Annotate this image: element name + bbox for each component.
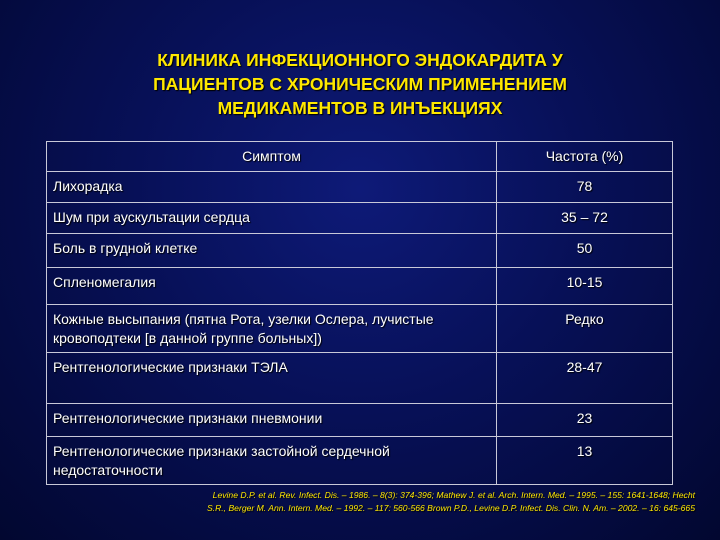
reference-line-2: S.R., Berger M. Ann. Intern. Med. – 1992. – 117: 560-566 Brown P.D., Levine D.P. Infect. Dis. Clin. N. Am. – 2002. – 16: 645-665 <box>206 503 695 513</box>
symptom-cell: Рентгенологические признаки застойной сердечной недостаточности <box>47 437 497 485</box>
table-row <box>47 305 673 353</box>
frequency-cell: 50 <box>497 234 673 268</box>
symptom-cell: Шум при аускультации сердца <box>47 203 497 234</box>
symptom-cell: Боль в грудной клетке <box>47 234 497 268</box>
table-row <box>47 234 673 268</box>
frequency-cell: Редко <box>497 305 673 353</box>
frequency-cell: 28-47 <box>497 353 673 404</box>
symptom-cell: Лихорадка <box>47 172 497 203</box>
references-footnote <box>150 489 695 515</box>
table-row <box>47 404 673 437</box>
symptom-frequency-table <box>46 141 673 485</box>
table-header-row <box>47 142 673 172</box>
column-header-frequency: Частота (%) <box>497 142 673 172</box>
table-row <box>47 172 673 203</box>
symptom-cell: Спленомегалия <box>47 268 497 305</box>
reference-line-1: Levine D.P. et al. Rev. Infect. Dis. – 1986. – 8(3): 374-396; Mathew J. et al. Arch. Intern. Med. – 1995. – 155: 1641-1648; Hecht <box>212 490 695 500</box>
frequency-cell: 10-15 <box>497 268 673 305</box>
symptom-cell: Кожные высыпания (пятна Рота, узелки Ослера, лучистые кровоподтеки [в данной группе больных]) <box>47 305 497 353</box>
table-row <box>47 268 673 305</box>
title-line-1: КЛИНИКА ИНФЕКЦИОННОГО ЭНДОКАРДИТА У <box>157 50 563 70</box>
frequency-cell: 35 – 72 <box>497 203 673 234</box>
slide-title <box>60 48 660 120</box>
column-header-symptom: Симптом <box>47 142 497 172</box>
frequency-cell: 13 <box>497 437 673 485</box>
symptom-cell: Рентгенологические признаки ТЭЛА <box>47 353 497 404</box>
title-line-2: ПАЦИЕНТОВ С ХРОНИЧЕСКИМ ПРИМЕНЕНИЕМ <box>153 74 567 94</box>
table-row <box>47 353 673 404</box>
symptom-cell: Рентгенологические признаки пневмонии <box>47 404 497 437</box>
frequency-cell: 78 <box>497 172 673 203</box>
table-row <box>47 437 673 485</box>
table-row <box>47 203 673 234</box>
frequency-cell: 23 <box>497 404 673 437</box>
title-line-3: МЕДИКАМЕНТОВ В ИНЪЕКЦИЯХ <box>217 98 503 118</box>
